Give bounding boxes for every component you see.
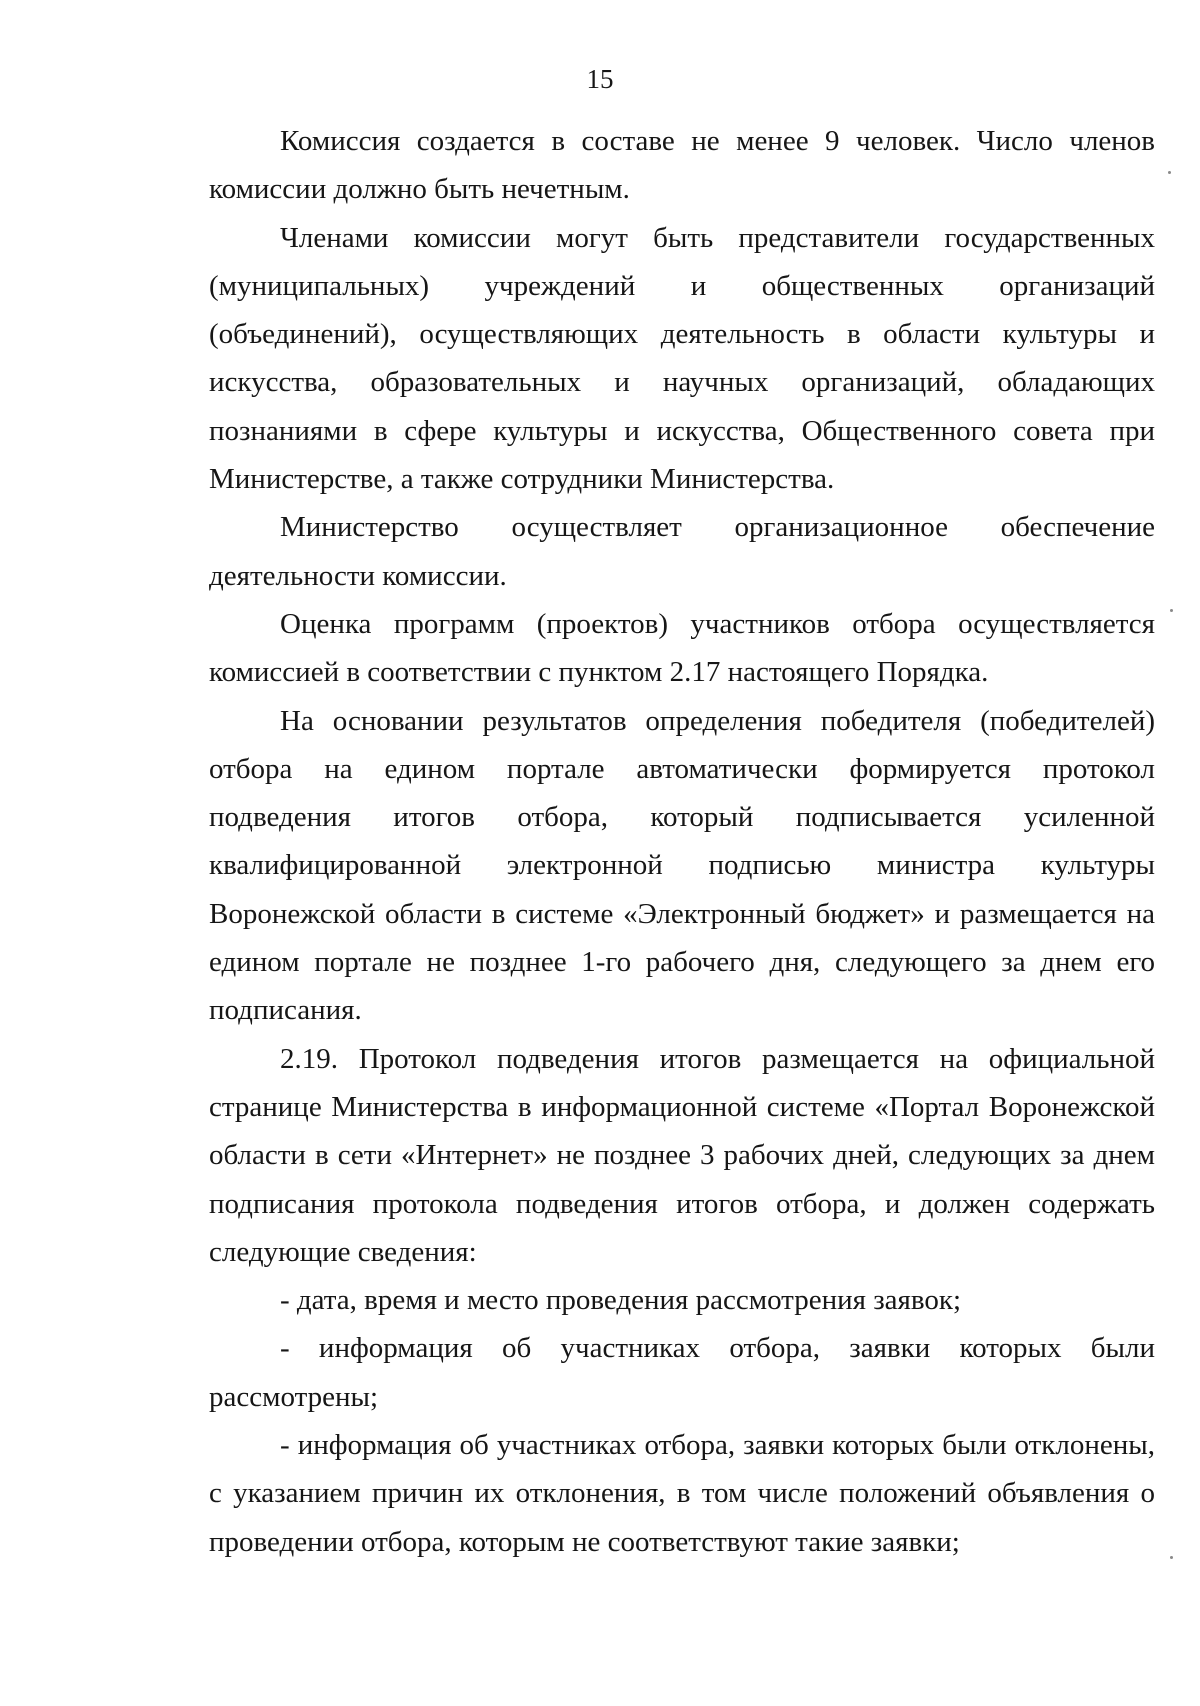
paragraph-evaluation: Оценка программ (проектов) участников отбора осуществляется комиссией в соответствии с пунктом 2.17 настоящего Порядка. [209,607,1155,689]
list-item-reviewed-participants: - информация об участниках отбора, заявки которых были рассмотрены; [209,1332,1155,1413]
list-item-rejected-participants: - информация об участниках отбора, заявки которых были отклонены, с указанием причин их отклонения, в том числе положений объявления о проведении отбора, которым не соответствуют такие заявки; [209,1429,1155,1558]
paragraph-commission-members: Членами комиссии могут быть представители государственных (муниципальных) учреждений и общественных организаций (объединений), осуществляющих деятельность в области культуры и искусства, образовательных и научных организаций, обладающих познаниями в сфере культуры и искусства, Общественного совета при Министерстве, а также сотрудники Министерства. [209,221,1155,496]
list-item-date-time-place: - дата, время и место проведения рассмотрения заявок; [280,1284,962,1317]
paragraph-commission-size: Комиссия создается в составе не менее 9 человек. Число членов комиссии должно быть нечетным. [209,125,1155,206]
page-number: 15 [586,64,614,94]
scan-dot-mark [1170,1556,1173,1559]
scan-dot-mark [1168,171,1171,174]
paragraph-ministry-support: Министерство осуществляет организационное обеспечение деятельности комиссии. [209,511,1155,592]
paragraph-protocol-formation: На основании результатов определения победителя (победителей) отбора на едином портале автоматически формируется протокол подведения итогов отбора, который подписывается усиленной квалифицированной электронной подписью министра культуры Воронежской области в системе «Электронный бюджет» и размещается на едином портале не позднее 1-го рабочего дня, следующего за днем его подписания. [209,704,1155,1027]
paragraph-protocol-publication: 2.19. Протокол подведения итогов размещается на официальной странице Министерства в информационной системе «Портал Воронежской области в сети «Интернет» не позднее 3 рабочих дней, следующих за днем подписания протокола подведения итогов отбора, и должен содержать следующие сведения: [209,1042,1155,1268]
scan-dot-mark [1170,609,1173,612]
document-body [209,117,1155,1566]
